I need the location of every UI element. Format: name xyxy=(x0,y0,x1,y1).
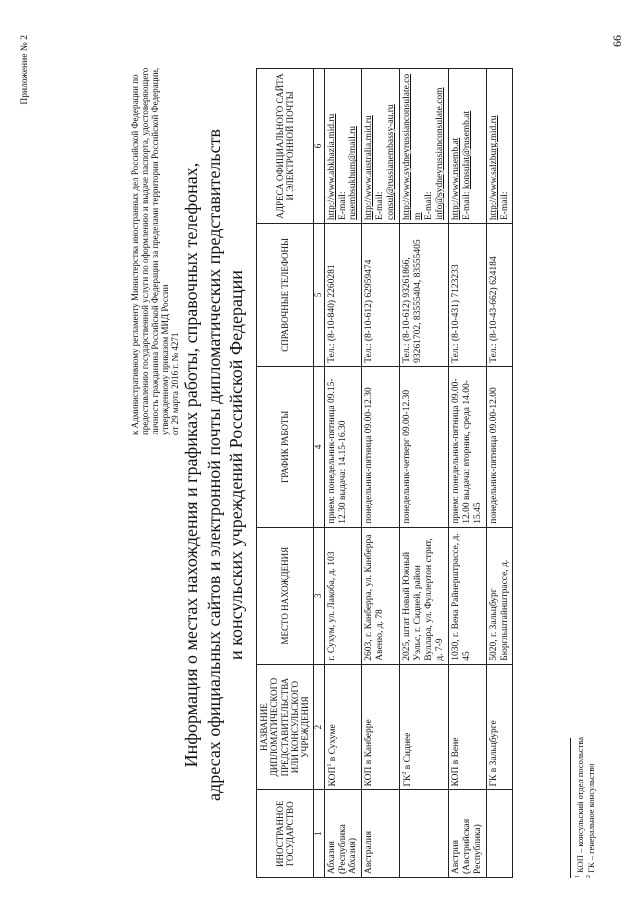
cell-address: г. Сухум, ул. Лакоба, д. 103 xyxy=(324,527,362,664)
cell-schedule: понедельник-пятница 09.00-12.30 xyxy=(362,366,400,527)
header-website-email: АДРЕСА ОФИЦИАЛЬНОГО САЙТА И ЭЛЕКТРОННОЙ ПОЧТЫ xyxy=(257,69,314,224)
email-link[interactable]: konsulat@rusemb.at xyxy=(461,110,472,190)
cell-mission xyxy=(448,664,486,790)
page-number: 66 xyxy=(610,35,624,47)
column-number: 5 xyxy=(313,223,324,366)
email-label: E-mail: xyxy=(461,191,472,220)
cell-country: Австралия xyxy=(362,790,400,878)
mission-name: ГК в Зальцбурге xyxy=(488,720,499,787)
table-row xyxy=(486,69,513,878)
cell-schedule: прием: понедельник-пятница 09.00-12.00 выдача: вторник, среда 14.00-15.45 xyxy=(448,366,486,527)
title-line: адресах официальных сайтов и электронной почты дипломатических представительств xyxy=(203,129,224,801)
email-label: E-mail: xyxy=(499,191,510,220)
appendix-line: от 29 марта 2016 г. № 4271 xyxy=(170,332,181,435)
cell-country: Австрия (Австрийская Республика) xyxy=(448,790,486,878)
cell-web xyxy=(362,69,400,224)
cell-mission xyxy=(400,664,449,790)
footnote xyxy=(586,478,597,878)
website-link[interactable]: http://www.salzburg.mid.ru xyxy=(488,115,499,220)
appendix-label: Приложение № 2 xyxy=(20,35,30,105)
cell-phones: Тел.: (8-10-612) 62959474 xyxy=(362,223,400,366)
footnote-number: 2 xyxy=(585,875,592,878)
mission-name: ГК xyxy=(403,774,414,787)
email-row xyxy=(462,72,473,220)
missions-table xyxy=(256,68,513,878)
column-number: 3 xyxy=(313,527,324,664)
cell-schedule: прием: понедельник-пятница 09.15-12.30 выдача: 14.15-16.30 xyxy=(324,366,362,527)
footnote-text: КОП – консульский отдел посольства xyxy=(575,736,585,875)
cell-schedule: понедельник-пятница 09.00-12.00 xyxy=(486,366,513,527)
cell-address: 1030, г. Вена Райнерштрассе, д. 45 xyxy=(448,527,486,664)
appendix-line: к Административному регламенту Министерства иностранных дел Российской Федерации по xyxy=(130,74,140,435)
appendix-line: предоставлению государственной услуги по оформлению и выдаче паспорта, удостоверяющего xyxy=(140,67,151,435)
cell-web xyxy=(448,69,486,224)
title-line: Информация о местах нахождения и графиках работы, справочных телефонах, xyxy=(181,162,201,768)
footnote-divider xyxy=(570,738,571,878)
email-link[interactable]: consul@russianembassy-au.ru xyxy=(386,104,397,220)
website-link[interactable]: http://www.australia.mid.ru xyxy=(364,115,375,220)
cell-country: Абхазия (Республика Абхазия) xyxy=(324,790,362,878)
mission-name: КОП в Канберре xyxy=(364,719,375,787)
cell-mission xyxy=(324,664,362,790)
header-address: МЕСТО НАХОЖДЕНИЯ xyxy=(257,527,314,664)
cell-web xyxy=(324,69,362,224)
appendix-line: личность гражданина Российской Федерации за пределами территории Российской Федерации, xyxy=(150,67,161,435)
table-row xyxy=(324,69,362,878)
cell-country xyxy=(400,790,449,878)
website-link[interactable]: http://www.rusemb.at xyxy=(450,137,461,220)
page-title xyxy=(180,55,248,875)
email-label: E-mail: xyxy=(375,191,386,220)
cell-address: 2025, штат Новый Южный Уэльс, г. Сидней, район Вуллара, ул. Фуллертон стрит, д. 7-9 xyxy=(400,527,449,664)
cell-address: 5020, г. Зальцбург Бюргльштайнштрассе, д. xyxy=(486,527,513,664)
footnote-text: ГК – генеральное консульство xyxy=(585,763,596,875)
mission-name: КОП в Вене xyxy=(450,737,461,787)
footnotes xyxy=(570,478,596,878)
cell-phones: Тел.: (8-10-612) 93261866, 93261702, 83555404, 83555405 xyxy=(400,223,449,366)
cell-mission xyxy=(362,664,400,790)
cell-phones: Тел.: (8-10-43-662) 624184 xyxy=(486,223,513,366)
column-number-row xyxy=(313,69,324,878)
footnote-ref: 2 xyxy=(402,771,409,775)
email-label: E-mail: xyxy=(423,191,434,220)
cell-phones: Тел.: (8-10-840) 2260281 xyxy=(324,223,362,366)
column-number: 1 xyxy=(313,790,324,878)
website-link[interactable]: http://www.abkhazia.mid.ru xyxy=(326,113,337,220)
appendix-line: утвержденному приказом МИД России xyxy=(160,284,171,435)
title-line: и консульских учреждений Российской Федерации xyxy=(226,270,246,660)
email-link[interactable]: rusembsukhum@mail.ru xyxy=(348,125,359,220)
column-number: 4 xyxy=(313,366,324,527)
website-link[interactable]: http://www.sydneyrussianconsulate.com xyxy=(402,73,424,220)
footnote xyxy=(575,478,586,878)
table-header-row xyxy=(257,69,314,878)
cell-web xyxy=(486,69,513,224)
email-label: E-mail: xyxy=(337,191,348,220)
mission-city: в Сухуме xyxy=(327,724,338,764)
appendix-reference xyxy=(130,15,180,435)
table-row xyxy=(400,69,449,878)
header-country: ИНОСТРАННОЕ ГОСУДАРСТВО xyxy=(257,790,314,878)
email-link[interactable]: info@sydneyrussianconsulate.com xyxy=(434,87,445,220)
table-row xyxy=(448,69,486,878)
cell-phones: Тел.: (8-10-431) 7123233 xyxy=(448,223,486,366)
cell-mission xyxy=(486,664,513,790)
header-phones: СПРАВОЧНЫЕ ТЕЛЕФОНЫ xyxy=(257,223,314,366)
table-row xyxy=(362,69,400,878)
header-mission: НАЗВАНИЕ ДИПЛОМАТИЧЕСКОГО ПРЕДСТАВИТЕЛЬСТВА ИЛИ КОНСУЛЬСКОГО УЧРЕЖДЕНИЯ xyxy=(257,664,314,790)
footnote-ref: 1 xyxy=(326,763,333,767)
mission-city: в Сиднее xyxy=(403,732,414,772)
cell-address: 2603, г. Канберра, ул. Канберра Авеню, д. 78 xyxy=(362,527,400,664)
cell-country xyxy=(486,790,513,878)
cell-web xyxy=(400,69,449,224)
column-number: 6 xyxy=(313,69,324,224)
header-schedule: ГРАФИК РАБОТЫ xyxy=(257,366,314,527)
column-number: 2 xyxy=(313,664,324,790)
footnote-number: 1 xyxy=(575,875,582,878)
mission-name: КОП xyxy=(327,766,338,787)
cell-schedule: понедельник-четверг 09.00-12.30 xyxy=(400,366,449,527)
